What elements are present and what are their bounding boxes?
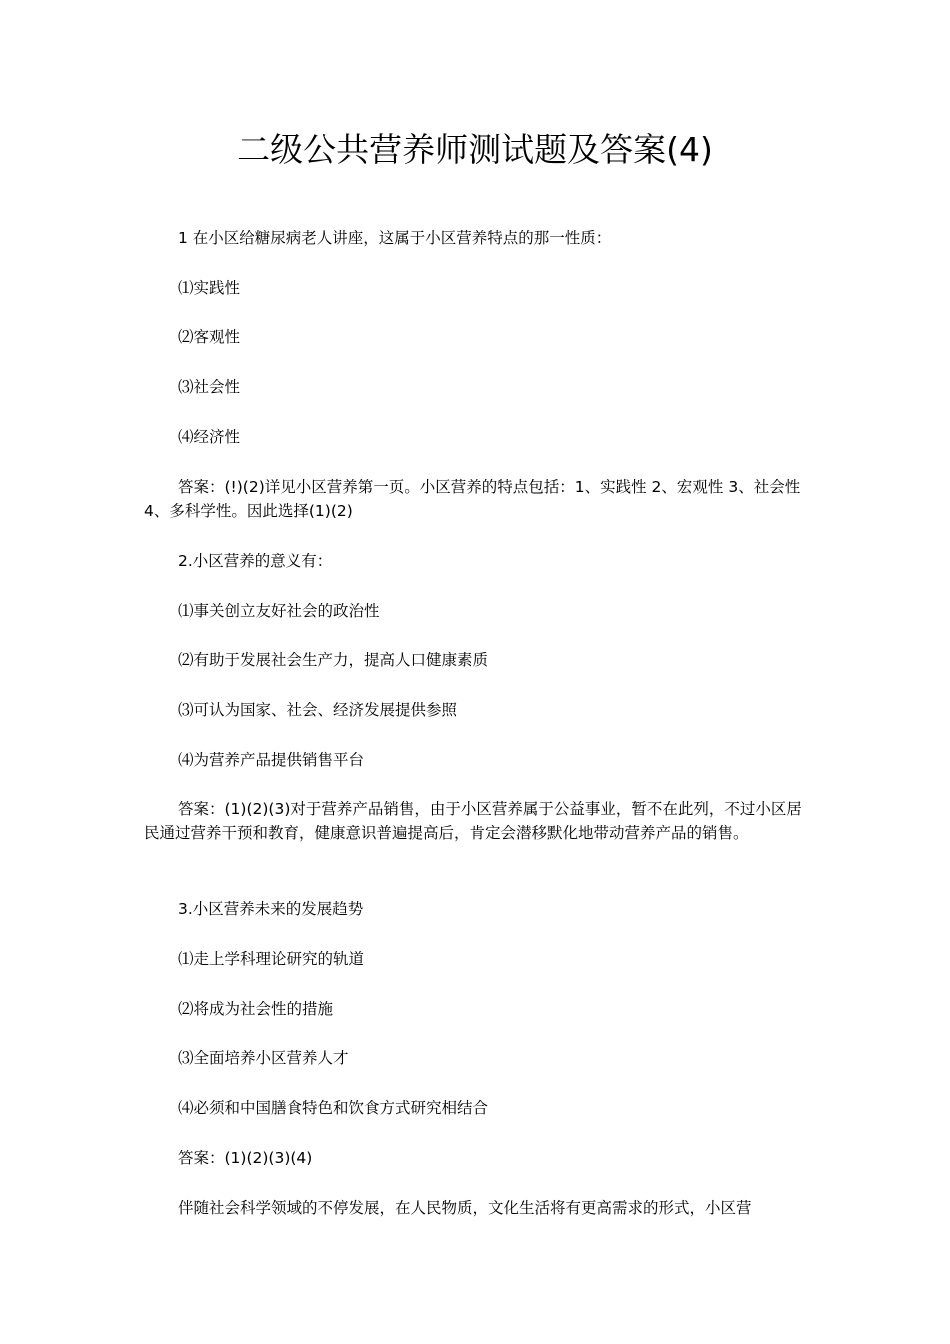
question-2-answer: 答案：(1)(2)(3)对于营养产品销售，由于小区营养属于公益事业，暂不在此列，不过小区居民通过营养干预和教育，健康意识普遍提高后，肯定会潜移默化地带动营养产品的销售。 (144, 800, 802, 842)
question-3-option-2: ⑵将成为社会性的措施 (178, 1000, 334, 1018)
question-1-option-4: ⑷经济性 (178, 428, 241, 446)
question-3-option-4: ⑷必须和中国膳食特色和饮食方式研究相结合 (178, 1099, 489, 1117)
question-1-option-3: ⑶社会性 (178, 378, 241, 396)
question-1-text: 1 在小区给糖尿病老人讲座，这属于小区营养特点的那一性质： (178, 229, 612, 247)
question-3-answer: 答案：(1)(2)(3)(4) (178, 1149, 313, 1167)
question-2-option-4: ⑷为营养产品提供销售平台 (178, 751, 365, 769)
question-2-text: 2.小区营养的意义有： (178, 552, 333, 570)
question-3-explanation: 伴随社会科学领域的不停发展，在人民物质，文化生活将有更高需求的形式，小区营 (178, 1199, 752, 1217)
question-3-option-3: ⑶全面培养小区营养人才 (178, 1049, 349, 1067)
question-1-answer: 答案：(!)(2)详见小区营养第一页。小区营养的特点包括：1、实践性 2、宏观性 3、社会性 4、多科学性。因此选择(1)(2) (144, 478, 801, 520)
question-1-option-2: ⑵客观性 (178, 328, 241, 346)
question-2-option-3: ⑶可认为国家、社会、经济发展提供参照 (178, 701, 458, 719)
question-3-text: 3.小区营养未来的发展趋势 (178, 900, 364, 918)
question-2-option-2: ⑵有助于发展社会生产力，提高人口健康素质 (178, 651, 489, 669)
question-1-option-1: ⑴实践性 (178, 279, 241, 297)
question-2-option-1: ⑴事关创立友好社会的政治性 (178, 602, 380, 620)
question-3-option-1: ⑴走上学科理论研究的轨道 (178, 950, 365, 968)
document-title: 二级公共营养师测试题及答案(4) (237, 130, 713, 169)
